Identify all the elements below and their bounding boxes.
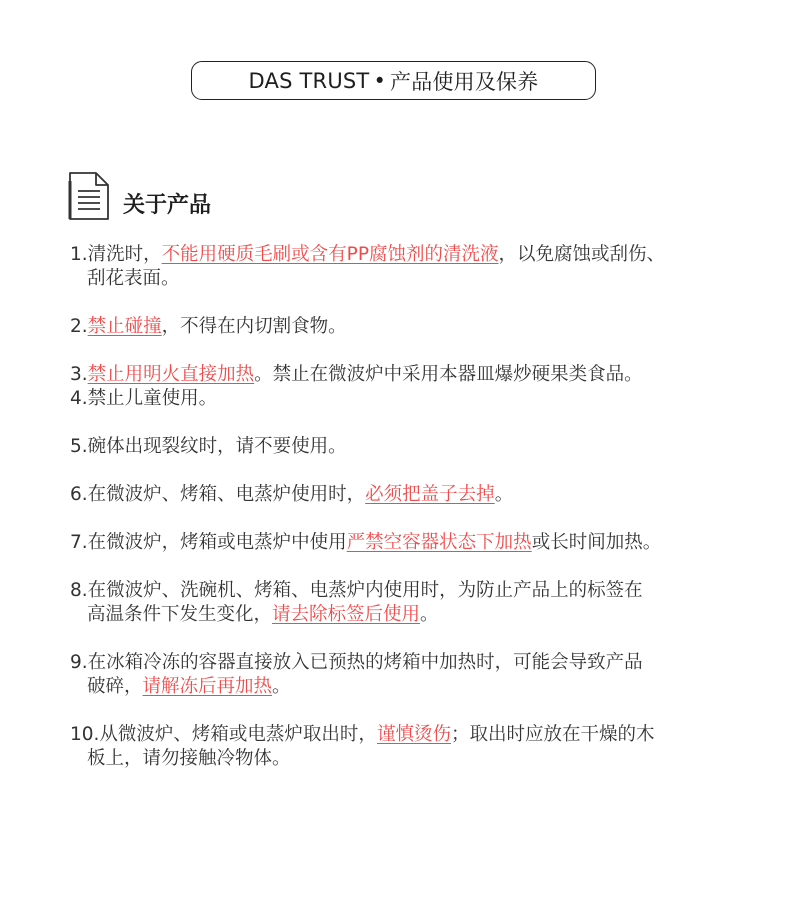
title-banner xyxy=(191,61,596,100)
item-number: 4. xyxy=(70,388,88,409)
item-line xyxy=(70,483,750,507)
highlight-text: 禁止碰撞 xyxy=(87,316,162,337)
item-number: 3. xyxy=(70,364,88,385)
highlight-text: 请去除标签后使用 xyxy=(272,604,421,625)
item-line-2 xyxy=(70,675,750,699)
item-line xyxy=(70,651,750,675)
list-item xyxy=(70,315,750,339)
item-text: 在微波炉、洗碗机、烤箱、电蒸炉内使用时，为防止产品上的标签在 xyxy=(87,580,643,601)
item-text: 碗体出现裂纹时，请不要使用。 xyxy=(87,436,347,457)
item-line-2 xyxy=(70,603,750,627)
item-line xyxy=(70,579,750,603)
item-line xyxy=(70,387,750,411)
list-item xyxy=(70,363,750,387)
item-text: 。 xyxy=(272,676,291,697)
highlight-text: 请解冻后再加热 xyxy=(142,676,273,697)
brand-name: DAS TRUST xyxy=(248,68,370,93)
item-text: ，不得在内切割食物。 xyxy=(161,316,347,337)
item-number: 9. xyxy=(70,652,88,673)
highlight-text: 必须把盖子去掉 xyxy=(365,484,495,505)
item-text: 。 xyxy=(420,604,439,625)
item-text: 清洗时， xyxy=(87,244,162,265)
list-item xyxy=(70,651,750,699)
item-line-2: 板上，请勿接触冷物体。 xyxy=(87,748,291,769)
item-line xyxy=(70,435,750,459)
item-text: 在微波炉，烤箱或电蒸炉中使用 xyxy=(87,532,347,553)
item-line-2: 刮花表面。 xyxy=(87,268,180,289)
separator-dot: • xyxy=(373,68,387,93)
item-number: 5. xyxy=(70,436,88,457)
list-item xyxy=(70,579,750,627)
list-item xyxy=(70,243,750,291)
list-item xyxy=(70,531,750,555)
item-text: 破碎， xyxy=(87,676,143,697)
item-text: 。 xyxy=(494,484,514,505)
item-text: 从微波炉、烤箱或电蒸炉取出时， xyxy=(99,724,377,745)
item-number: 10. xyxy=(70,724,100,745)
section-header xyxy=(68,171,211,221)
item-line xyxy=(70,531,750,555)
item-text: 在冰箱冷冻的容器直接放入已预热的烤箱中加热时，可能会导致产品 xyxy=(87,652,643,673)
item-text: 。禁止在微波炉中采用本器皿爆炒硬果类食品。 xyxy=(254,364,643,385)
list-item xyxy=(70,723,750,771)
highlight-text: 不能用硬质毛刷或含有PP腐蚀剂的清洗液 xyxy=(161,244,499,265)
item-number: 2. xyxy=(70,316,88,337)
highlight-text: 严禁空容器状态下加热 xyxy=(346,532,532,553)
item-number: 7. xyxy=(70,532,88,553)
item-text: 高温条件下发生变化， xyxy=(87,604,273,625)
item-line xyxy=(70,363,750,387)
list-item xyxy=(70,387,750,411)
item-line xyxy=(70,243,750,267)
item-text: 在微波炉、烤箱、电蒸炉使用时， xyxy=(87,484,366,505)
banner-subtitle: 产品使用及保养 xyxy=(390,69,539,94)
item-number: 1. xyxy=(70,244,88,265)
item-text: 禁止儿童使用。 xyxy=(87,388,218,409)
item-line xyxy=(70,315,750,339)
highlight-text: 禁止用明火直接加热 xyxy=(87,364,255,385)
item-text: 或长时间加热。 xyxy=(531,532,662,553)
highlight-text: 谨慎烫伤 xyxy=(376,724,451,745)
section-title: 关于产品 xyxy=(123,193,212,218)
list-item xyxy=(70,483,750,507)
document-icon xyxy=(68,171,110,221)
item-number: 6. xyxy=(70,484,88,505)
item-number: 8. xyxy=(70,580,88,601)
item-text: ；取出时应放在干燥的木 xyxy=(450,724,655,745)
item-text: ，以免腐蚀或刮伤、 xyxy=(498,244,666,265)
item-line xyxy=(70,723,750,747)
list-item xyxy=(70,435,750,459)
